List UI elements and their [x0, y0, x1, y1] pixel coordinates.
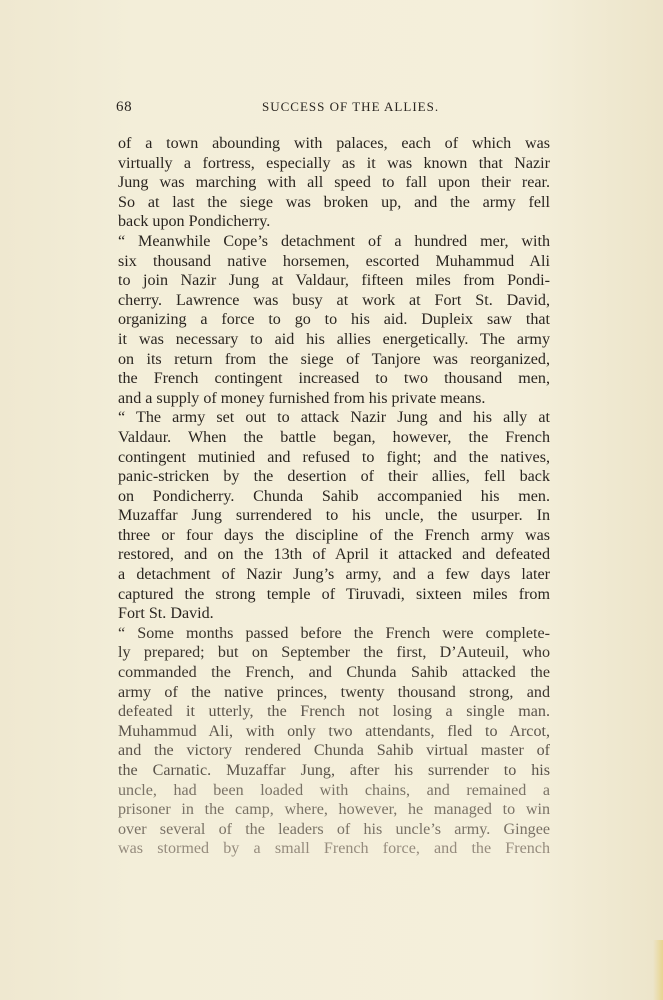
text-line: contingent mutinied and refused to fight; and the natives,: [118, 448, 550, 466]
text-line: virtually a fortress, especially as it was known that Nazir: [118, 154, 550, 172]
page-edge-stain: [653, 940, 663, 1000]
text-line: of a town abounding with palaces, each of which was: [118, 135, 550, 152]
text-line: six thousand native horsemen, escorted Muhammud Ali: [118, 252, 550, 270]
text-line: defeated it utterly, the French not losing a single man.: [118, 703, 550, 721]
text-line: the French contingent increased to two thousand men,: [118, 370, 550, 388]
text-line: commanded the French, and Chunda Sahib attacked the: [118, 664, 550, 682]
text-line: army of the native princes, twenty thousand strong, and: [118, 683, 550, 701]
text-line: ly prepared; but on September the first, D’Auteuil, who: [118, 644, 550, 662]
text-line: to join Nazir Jung at Valdaur, fifteen miles from Pondi-: [118, 272, 550, 290]
text-line: Muhammud Ali, with only two attendants, fled to Arcot,: [118, 722, 550, 740]
page-header: [116, 99, 550, 119]
text-line: on its return from the siege of Tanjore was reorganized,: [118, 350, 550, 368]
running-head: SUCCESS OF THE ALLIES.: [262, 99, 440, 114]
text-line: on Pondicherry. Chunda Sahib accompanied his men.: [118, 487, 550, 505]
text-line: “ The army set out to attack Nazir Jung and his ally at: [118, 409, 550, 427]
text-line: cherry. Lawrence was busy at work at Fort St. David,: [118, 291, 550, 309]
text-line: back upon Pondicherry.: [118, 213, 271, 231]
text-line: prisoner in the camp, where, however, he managed to win: [118, 801, 550, 819]
text-line: was stormed by a small French force, and the French: [118, 840, 550, 858]
text-line: it was necessary to aid his allies energetically. The army: [118, 330, 550, 348]
text-line: uncle, had been loaded with chains, and remained a: [118, 781, 550, 799]
text-line: captured the strong temple of Tiruvadi, sixteen miles from: [118, 585, 550, 603]
text-line: and a supply of money furnished from his private means.: [118, 389, 486, 407]
text-line: the Carnatic. Muzaffar Jung, after his surrender to his: [118, 762, 550, 779]
text-line: restored, and on the 13th of April it attacked and defeated: [118, 546, 550, 564]
text-line: three or four days the discipline of the French army was: [118, 526, 550, 544]
text-line: So at last the siege was broken up, and the army fell: [118, 193, 550, 211]
text-line: Jung was marching with all speed to fall upon their rear.: [118, 174, 550, 192]
body-text: [118, 134, 550, 859]
text-line: “ Meanwhile Cope’s detachment of a hundred mer, with: [118, 232, 550, 250]
page-number: 68: [116, 99, 133, 115]
text-line: “ Some months passed before the French were complete-: [118, 624, 550, 642]
text-line: Fort St. David.: [118, 605, 214, 623]
text-line: Muzaffar Jung surrendered to his uncle, the usurper. In: [118, 507, 550, 525]
text-line: and the victory rendered Chunda Sahib virtual master of: [118, 742, 550, 760]
text-line: Valdaur. When the battle began, however, the French: [118, 428, 550, 446]
text-line: panic-stricken by the desertion of their allies, fell back: [118, 468, 550, 486]
text-line: organizing a force to go to his aid. Dupleix saw that: [118, 311, 550, 329]
text-line: over several of the leaders of his uncle’s army. Gingee: [118, 820, 550, 838]
text-line: a detachment of Nazir Jung’s army, and a few days later: [118, 566, 550, 584]
